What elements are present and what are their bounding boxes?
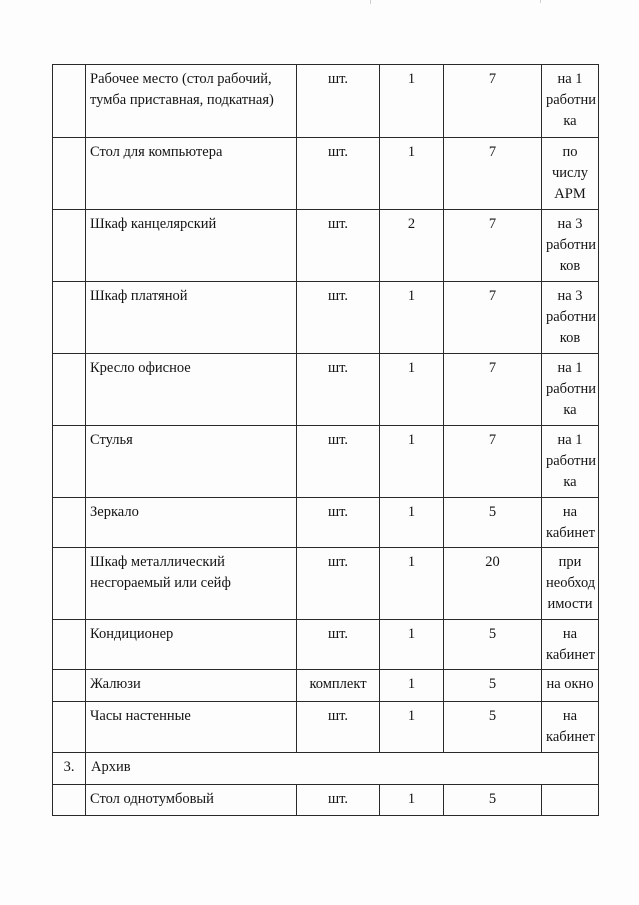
item-norm: на 3 работни ков: [542, 282, 599, 354]
row-number: [53, 210, 86, 282]
item-service-life: 7: [444, 282, 542, 354]
section-row: [53, 753, 599, 785]
item-service-life: 5: [444, 702, 542, 753]
table-row: [53, 354, 599, 426]
row-number: [53, 548, 86, 620]
item-norm: на 3 работни ков: [542, 210, 599, 282]
item-service-life: 5: [444, 498, 542, 548]
item-unit: комплект: [297, 670, 380, 702]
item-unit: шт.: [297, 785, 380, 816]
row-number: [53, 282, 86, 354]
item-service-life: 7: [444, 138, 542, 210]
table-row: [53, 548, 599, 620]
item-service-life: 5: [444, 785, 542, 816]
item-name: Стол для компьютера: [86, 138, 297, 210]
item-norm: на 1 работни ка: [542, 426, 599, 498]
item-quantity: 1: [380, 138, 444, 210]
item-service-life: 20: [444, 548, 542, 620]
item-unit: шт.: [297, 498, 380, 548]
item-service-life: 5: [444, 670, 542, 702]
item-norm: [542, 785, 599, 816]
item-name: Кондиционер: [86, 620, 297, 670]
row-number: [53, 426, 86, 498]
item-norm: при необход имости: [542, 548, 599, 620]
item-name: Рабочее место (стол рабочий, тумба приставная, подкатная): [86, 65, 297, 138]
item-quantity: 1: [380, 354, 444, 426]
item-unit: шт.: [297, 210, 380, 282]
item-name: Шкаф канцелярский: [86, 210, 297, 282]
item-norm: на 1 работни ка: [542, 65, 599, 138]
item-service-life: 7: [444, 210, 542, 282]
table-row: [53, 702, 599, 753]
row-number: [53, 785, 86, 816]
item-service-life: 7: [444, 354, 542, 426]
table-row: [53, 282, 599, 354]
item-name: Кресло офисное: [86, 354, 297, 426]
item-norm: на кабинет: [542, 620, 599, 670]
item-quantity: 1: [380, 670, 444, 702]
scan-mark: [370, 0, 371, 4]
section-number: 3.: [53, 753, 86, 785]
item-norm: на кабинет: [542, 498, 599, 548]
section-title: Архив: [86, 753, 599, 785]
scan-mark: [540, 0, 541, 3]
item-service-life: 7: [444, 426, 542, 498]
item-name: Зеркало: [86, 498, 297, 548]
item-quantity: 1: [380, 620, 444, 670]
equipment-norms-table: [52, 64, 599, 816]
item-name: Часы настенные: [86, 702, 297, 753]
item-unit: шт.: [297, 65, 380, 138]
item-unit: шт.: [297, 426, 380, 498]
table-row: [53, 785, 599, 816]
table-row: [53, 498, 599, 548]
row-number: [53, 702, 86, 753]
row-number: [53, 498, 86, 548]
item-unit: шт.: [297, 548, 380, 620]
item-norm: на кабинет: [542, 702, 599, 753]
item-name: Жалюзи: [86, 670, 297, 702]
item-norm: по числу АРМ: [542, 138, 599, 210]
item-unit: шт.: [297, 138, 380, 210]
table-row: [53, 210, 599, 282]
row-number: [53, 620, 86, 670]
item-quantity: 1: [380, 785, 444, 816]
item-service-life: 7: [444, 65, 542, 138]
item-norm: на окно: [542, 670, 599, 702]
item-name: Шкаф металлический несгораемый или сейф: [86, 548, 297, 620]
table-row: [53, 426, 599, 498]
item-unit: шт.: [297, 620, 380, 670]
row-number: [53, 354, 86, 426]
row-number: [53, 670, 86, 702]
table-row: [53, 620, 599, 670]
item-quantity: 1: [380, 702, 444, 753]
item-quantity: 2: [380, 210, 444, 282]
item-quantity: 1: [380, 548, 444, 620]
item-unit: шт.: [297, 282, 380, 354]
item-quantity: 1: [380, 282, 444, 354]
table-row: [53, 670, 599, 702]
item-unit: шт.: [297, 702, 380, 753]
table-row: [53, 65, 599, 138]
item-name: Шкаф платяной: [86, 282, 297, 354]
item-unit: шт.: [297, 354, 380, 426]
item-name: Стулья: [86, 426, 297, 498]
item-name: Стол однотумбовый: [86, 785, 297, 816]
item-service-life: 5: [444, 620, 542, 670]
item-quantity: 1: [380, 498, 444, 548]
item-norm: на 1 работни ка: [542, 354, 599, 426]
item-quantity: 1: [380, 426, 444, 498]
table-row: [53, 138, 599, 210]
row-number: [53, 65, 86, 138]
item-quantity: 1: [380, 65, 444, 138]
row-number: [53, 138, 86, 210]
